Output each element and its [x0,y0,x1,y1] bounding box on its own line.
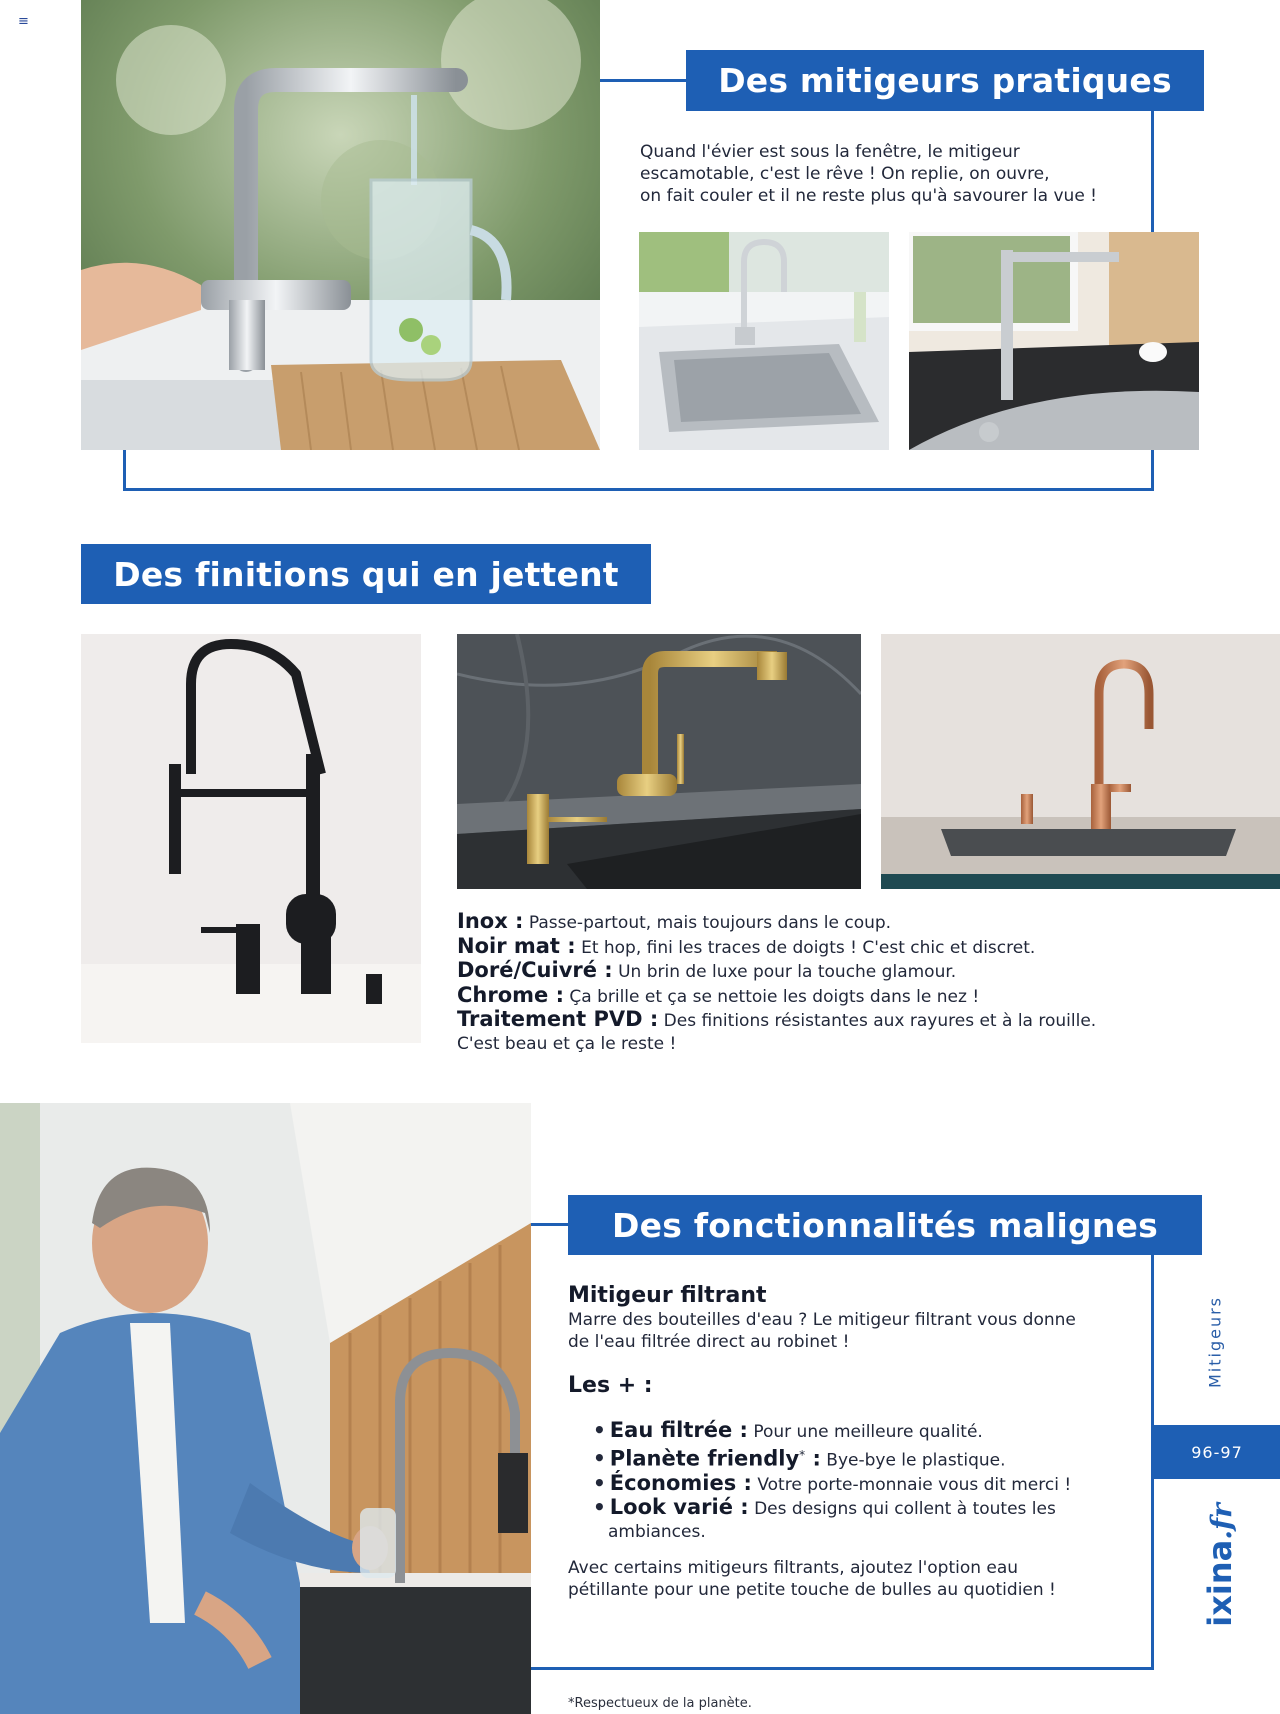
benefit-item: • Eau filtrée : Pour une meilleure qualité. [593,1418,983,1442]
finish-item: Chrome : Ça brille et ça se nettoie les doigts dans le nez ! [457,982,980,1007]
section3-frame-top-left [531,1223,571,1226]
plus-heading: Les + : [568,1373,653,1398]
folding-faucet-sink-photo [639,232,889,450]
section1-title: Des mitigeurs pratiques [686,50,1204,111]
section2-title: Des finitions qui en jettent [81,544,651,604]
section3-intro: Marre des bouteilles d'eau ? Le mitigeur filtrant vous donne de l'eau filtrée direct au robinet ! [568,1310,1076,1352]
black-spring-faucet-photo [81,634,421,1043]
section1-description: Quand l'évier est sous la fenêtre, le mitigeur escamotable, c'est le rêve ! On replie, on ouvre, on fait couler et il ne reste plus qu'à savourer la vue ! [640,142,1097,206]
corner-flag-mark: ≡ [18,14,29,29]
footnote: *Respectueux de la planète. [568,1696,752,1711]
section3-subtitle: Mitigeur filtrant [568,1283,767,1308]
finish-item: Noir mat : Et hop, fini les traces de doigts ! C'est chic et discret. [457,933,1036,958]
copper-faucet-sink-photo [881,634,1280,889]
benefits-list [593,1419,1071,1543]
finish-item: Inox : Passe-partout, mais toujours dans le coup. [457,909,892,933]
pull-down-faucet-window-photo [909,232,1199,450]
benefit-item: • Planète friendly* : Bye-bye le plastique. [593,1446,1006,1471]
finish-item: Traitement PVD : Des finitions résistantes aux rayures et à la rouille. [457,1007,1097,1031]
gold-faucet-dark-stone-photo [457,634,861,889]
benefit-item: • Économies : Votre porte-monnaie vous dit merci ! [593,1470,1072,1495]
ixina-logo: ixina.fr [1201,1503,1239,1627]
category-label: Mitigeurs [1205,1295,1225,1389]
benefit-continuation: ambiances. [608,1521,706,1542]
section1-frame-bottom [123,488,1154,491]
section3-title: Des fonctionnalités malignes [568,1195,1202,1255]
finish-tail: C'est beau et ça le reste ! [457,1033,677,1054]
benefit-item: • Look varié : Des designs qui collent à toutes les [593,1495,1056,1520]
page-number-tab: 96-97 [1154,1425,1280,1479]
section1-frame-left [123,450,126,491]
section3-outro: Avec certains mitigeurs filtrants, ajoutez l'option eau pétillante pour une petite touche de bulles au quotidien ! [568,1558,1056,1600]
finish-item: Doré/Cuivré : Un brin de luxe pour la touche glamour. [457,958,957,982]
section3-frame-bottom [531,1667,1154,1670]
faucet-water-jug-photo [81,0,600,450]
man-drinking-filtered-water-photo [0,1103,531,1714]
finishes-list [457,910,1096,1055]
section1-frame-top-left [600,79,690,82]
